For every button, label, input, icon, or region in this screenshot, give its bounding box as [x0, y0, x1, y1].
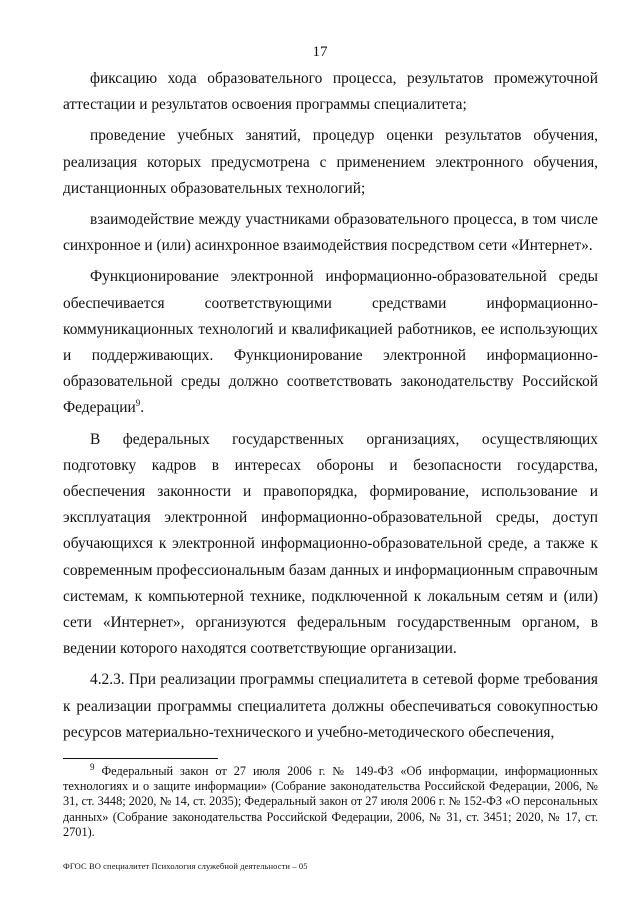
footnote-9	[63, 761, 599, 840]
paragraph-4-end: .	[140, 399, 145, 417]
page-footer: ФГОС ВО специалитет Психология служебной деятельности – 05	[63, 861, 308, 871]
paragraph-5: В федеральных государственных организациях, осуществляющих подготовку кадров в интересах обороны и безопасности государства, обеспечения законности и правопорядка, формирование, использование и эксплуатация электронной информационно-образовательной среды, доступ обучающихся к электронной информационно-образовательной среде, а также к современным профессиональным базам данных и информационным справочным системам, к компьютерной технике, подключенной к локальным сетям и (или) сети «Интернет», организуются федеральным государственным органом, в ведении которого находятся соответствующие организации.	[63, 430, 598, 658]
page-number: 17	[312, 44, 328, 60]
body-text	[63, 66, 598, 751]
paragraph-6: 4.2.3. При реализации программы специалитета в сетевой форме требования к реализации программы специалитета должны обеспечиваться совокупностью ресурсов материально-технического и учебно-методического обеспечения,	[63, 671, 598, 741]
footnote-number: 9	[90, 761, 95, 772]
footnote	[63, 761, 599, 840]
footnote-divider	[63, 758, 218, 759]
paragraph-4-text: Функционирование электронной информационно-образовательной среды обеспечивается соответствующими средствами информационно-коммуникационных технологий и квалификацией работников, ее использующих и поддерживающих. Функционирование электронной информационно-образовательной среды должно соответствовать законодательству Российской Федерации	[63, 268, 598, 417]
paragraph-1: фиксацию хода образовательного процесса, результатов промежуточной аттестации и результатов освоения программы специалитета;	[63, 70, 598, 114]
paragraph-4	[63, 264, 598, 421]
footnote-reference: 9	[135, 398, 141, 409]
footnote-text: Федеральный закон от 27 июля 2006 г. № 149-ФЗ «Об информации, информационных технологиях и о защите информации» (Собрание законодательства Российской Федерации, 2006, № 31, ст. 3448; 2020, № 14, ст. 2035); Федеральный закон от 27 июля 2006 г. № 152-ФЗ «О персональных данных» (Собрание законодательства Российской Федерации, 2006, № 31, ст. 3451; 2020, № 17, ст. 2701).	[63, 764, 599, 839]
paragraph-3: взаимодействие между участниками образовательного процесса, в том числе синхронное и (или) асинхронное взаимодействия посредством сети «Интернет».	[63, 211, 598, 255]
paragraph-2: проведение учебных занятий, процедур оценки результатов обучения, реализация которых предусмотрена с применением электронного обучения, дистанционных образовательных технологий;	[63, 127, 598, 197]
